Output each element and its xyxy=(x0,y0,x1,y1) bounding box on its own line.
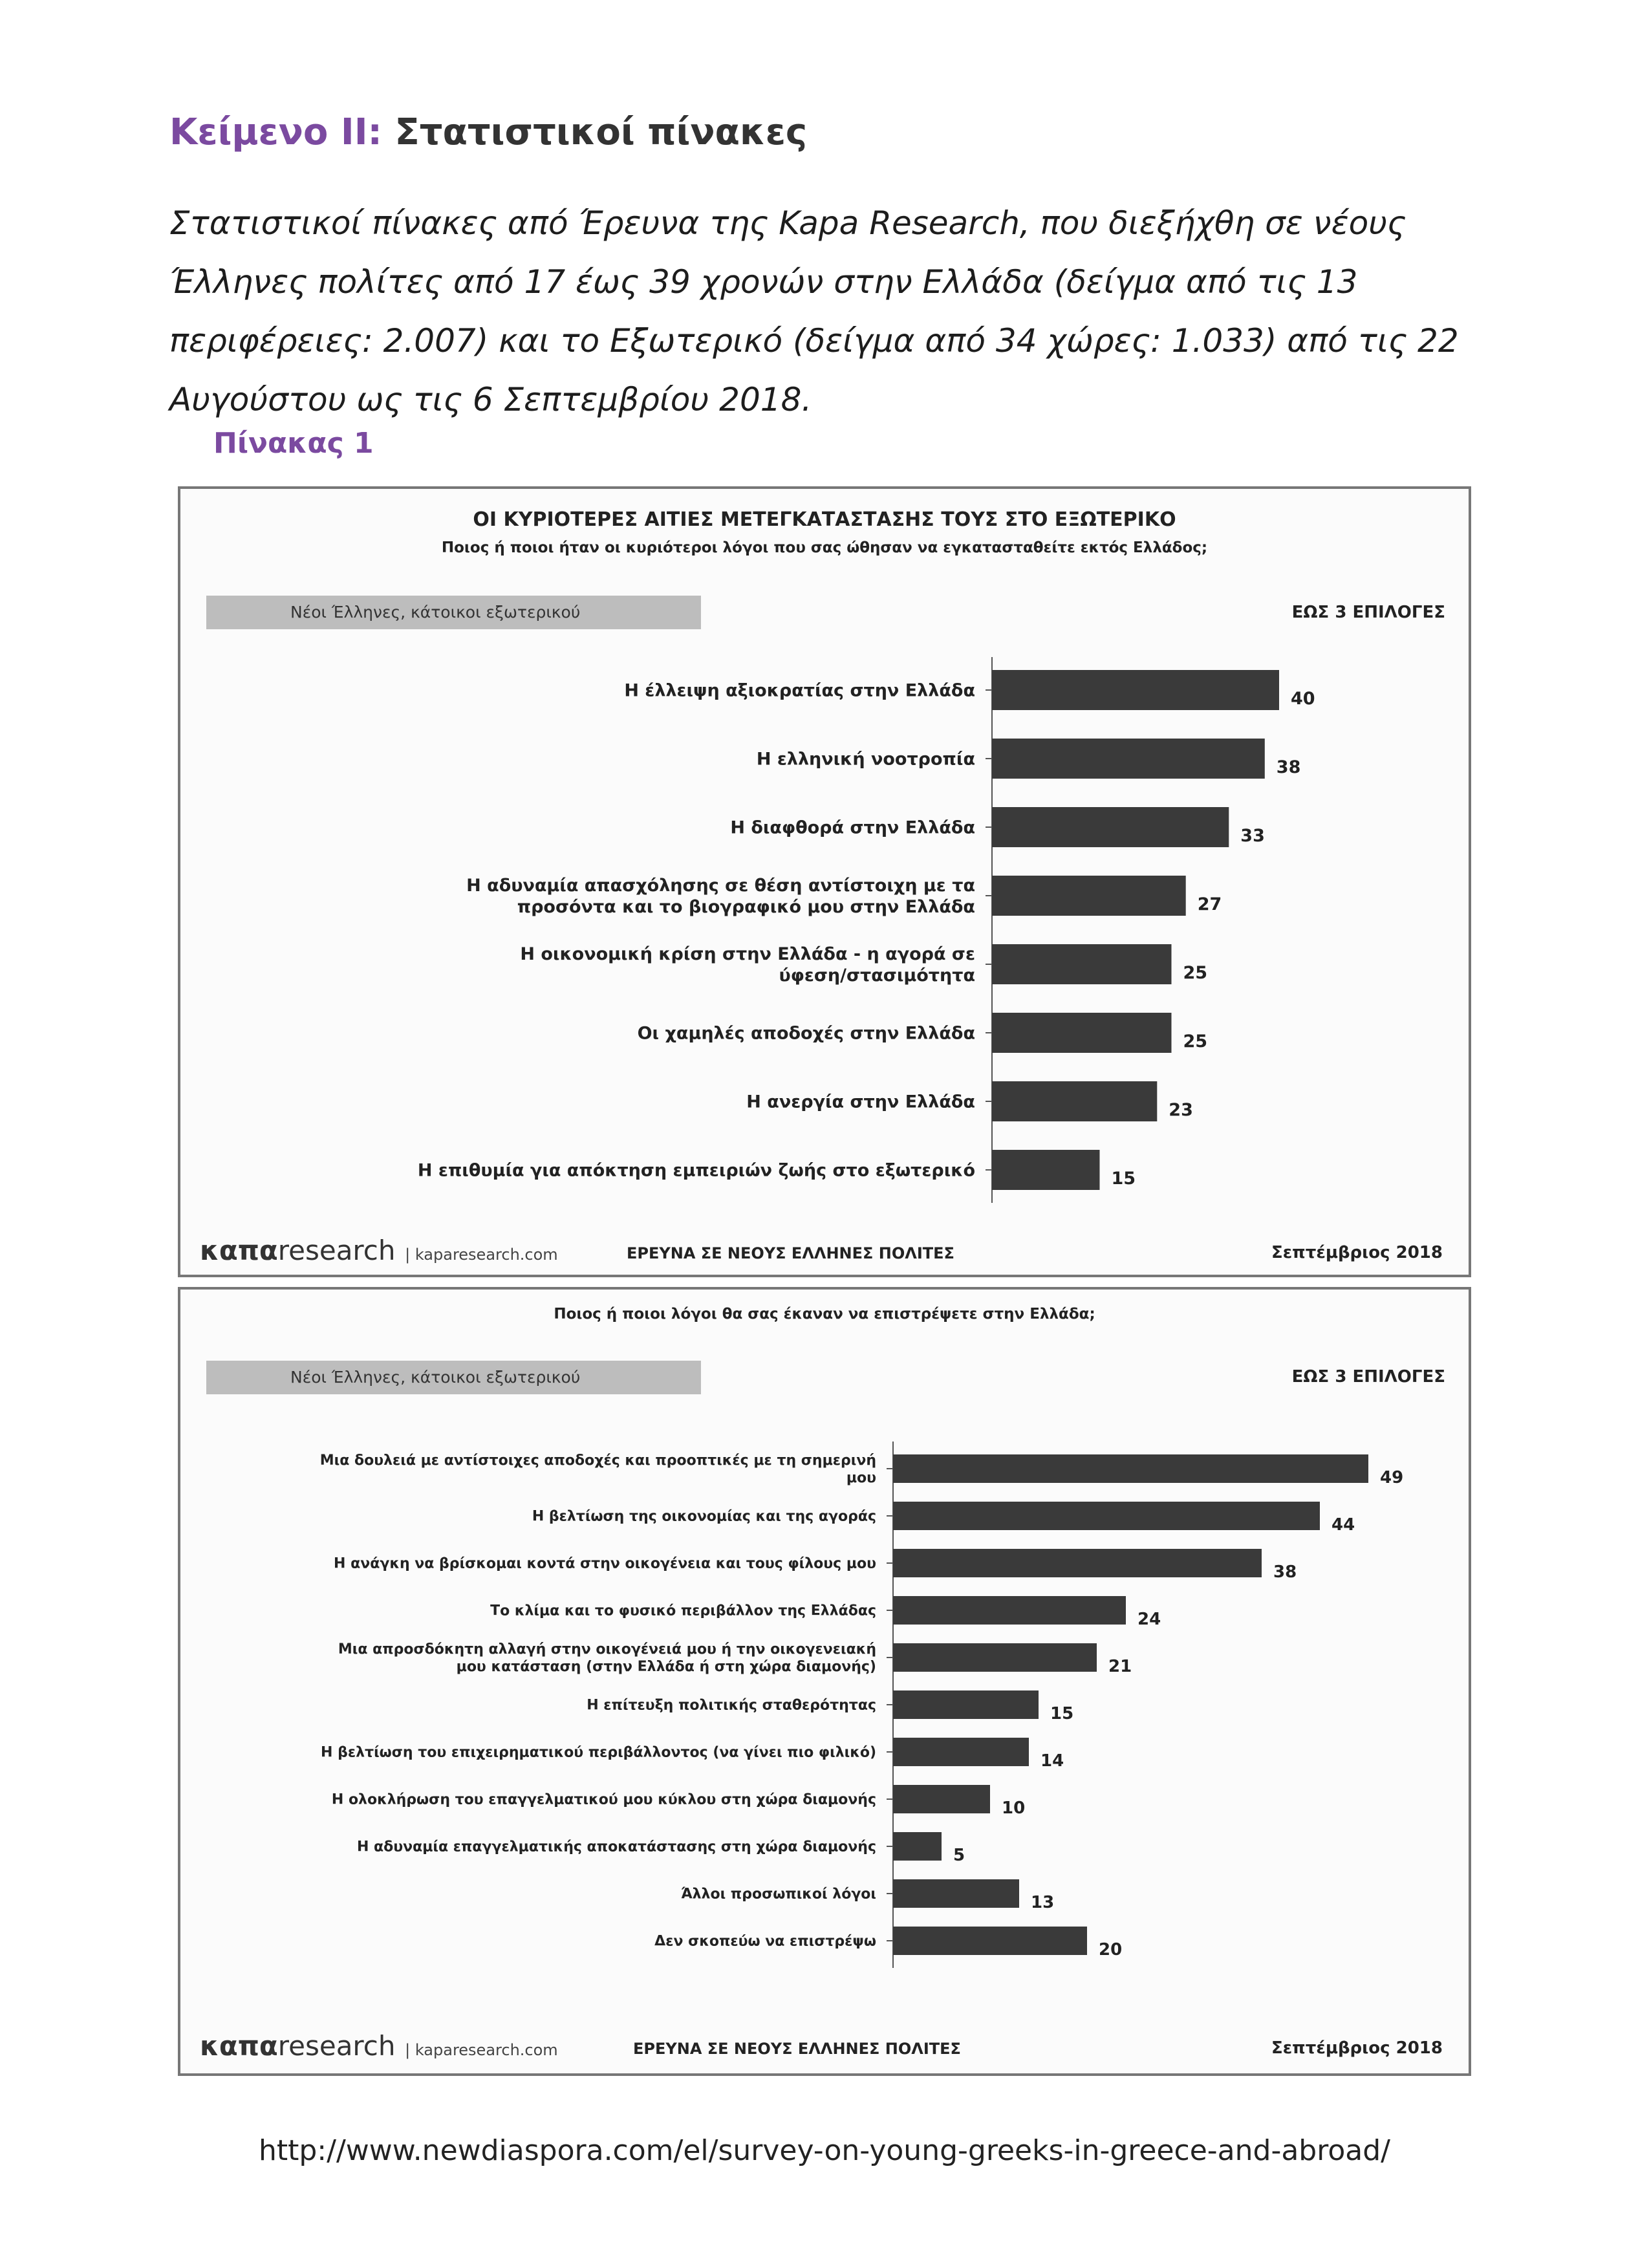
footer-date: Σεπτέμβριος 2018 xyxy=(1271,2038,1443,2058)
heading-rest: Στατιστικοί πίνακες xyxy=(382,111,808,153)
bar xyxy=(893,1690,1039,1719)
choices-label: ΕΩΣ 3 ΕΠΙΛΟΓΕΣ xyxy=(1291,603,1445,622)
bar xyxy=(992,807,1229,847)
bar xyxy=(893,1832,942,1861)
footer-date: Σεπτέμβριος 2018 xyxy=(1271,1243,1443,1262)
chart-svg xyxy=(180,1290,1469,2073)
table-label: Πίνακας 1 xyxy=(213,427,374,460)
category-label: Μια απροσδόκητη αλλαγή στην οικογένειά μου ή την οικογενειακή xyxy=(338,1641,876,1658)
category-label: Η βελτίωση του επιχειρηματικού περιβάλλοντος (να γίνει πιο φιλικό) xyxy=(321,1744,876,1761)
category-label: Η έλλειψη αξιοκρατίας στην Ελλάδα xyxy=(624,680,975,701)
logo-bold: καπα xyxy=(200,2030,278,2062)
data-label: 25 xyxy=(1183,963,1208,983)
category-label: Μια δουλειά με αντίστοιχες αποδοχές και προοπτικές με τη σημερινή xyxy=(319,1453,876,1469)
data-label: 21 xyxy=(1108,1657,1132,1676)
bar xyxy=(992,1081,1157,1121)
category-label: Δεν σκοπεύω να επιστρέψω xyxy=(654,1933,876,1950)
category-label: Η διαφθορά στην Ελλάδα xyxy=(730,817,975,838)
bar xyxy=(893,1785,990,1813)
data-label: 5 xyxy=(953,1846,965,1865)
data-label: 38 xyxy=(1276,757,1301,777)
category-label: Η ολοκλήρωση του επαγγελματικού μου κύκλου στη χώρα διαμονής xyxy=(331,1791,876,1808)
data-label: 13 xyxy=(1031,1893,1055,1912)
bar xyxy=(893,1643,1097,1672)
category-label: Η αδυναμία απασχόλησης σε θέση αντίστοιχη με τα xyxy=(466,875,975,896)
category-label: ύφεση/στασιμότητα xyxy=(779,965,975,986)
sample-tag: Νέοι Έλληνες, κάτοικοι εξωτερικού xyxy=(206,596,701,629)
data-label: 15 xyxy=(1111,1169,1136,1189)
heading-prefix: Κείμενο ΙΙ: xyxy=(169,111,382,153)
bar xyxy=(893,1549,1262,1577)
category-label: μου κατάσταση (στην Ελλάδα ή στη χώρα διαμονής) xyxy=(456,1659,876,1676)
bar xyxy=(893,1879,1019,1908)
data-label: 27 xyxy=(1197,894,1222,914)
sample-tag: Νέοι Έλληνες, κάτοικοι εξωτερικού xyxy=(206,1361,701,1394)
chart-panel-return-reasons xyxy=(178,1287,1471,2076)
data-label: 33 xyxy=(1240,826,1265,846)
logo-light: research xyxy=(277,1235,396,1266)
intro-paragraph: Στατιστικοί πίνακες από Έρευνα της Kapa Research, που διεξήχθη σε νέους Έλληνες πολίτες από 17 έως 39 χρονών στην Ελλάδα (δείγμα από τις 13 περιφέρειες: 2.007) και το Εξωτερικό (δείγμα από 34 χώρες: 1.033) από τις 22 Αυγούστου ως τις 6 Σεπτεμβρίου 2018. xyxy=(169,204,1459,418)
bar xyxy=(893,1596,1126,1625)
bar xyxy=(992,670,1279,710)
logo-light: research xyxy=(277,2030,396,2062)
bar xyxy=(992,1013,1172,1053)
chart-panel-emigration-reasons xyxy=(178,486,1471,1277)
data-label: 44 xyxy=(1331,1515,1355,1535)
bar xyxy=(893,1454,1368,1483)
data-label: 49 xyxy=(1380,1468,1404,1487)
data-label: 10 xyxy=(1002,1798,1026,1818)
category-label: Η ελληνική νοοτροπία xyxy=(756,749,975,770)
data-label: 38 xyxy=(1273,1562,1297,1582)
bar xyxy=(893,1502,1320,1530)
category-label: Η αδυναμία επαγγελματικής αποκατάστασης στη χώρα διαμονής xyxy=(356,1839,876,1855)
panel-subtitle: Ποιος ή ποιοι ήταν οι κυριότεροι λόγοι που σας ώθησαν να εγκατασταθείτε εκτός Ελλάδος; xyxy=(441,539,1208,556)
kapa-logo xyxy=(200,1235,558,1266)
data-label: 15 xyxy=(1050,1704,1074,1723)
bar xyxy=(992,944,1172,984)
source-url: http://www.newdiaspora.com/el/survey-on-young-greeks-in-greece-and-abroad/ xyxy=(258,2134,1390,2167)
category-label: Η επιθυμία για απόκτηση εμπειριών ζωής στο εξωτερικό xyxy=(417,1160,975,1181)
data-label: 24 xyxy=(1137,1610,1161,1629)
bar xyxy=(992,876,1186,916)
category-label: Η βελτίωση της οικονομίας και της αγοράς xyxy=(532,1508,876,1525)
data-label: 23 xyxy=(1169,1100,1193,1120)
logo-site: | kaparesearch.com xyxy=(405,1246,558,1264)
kapa-logo xyxy=(200,2030,558,2062)
category-label: Το κλίμα και το φυσικό περιβάλλον της Ελλάδας xyxy=(490,1603,876,1619)
data-label: 20 xyxy=(1099,1940,1123,1960)
page-heading xyxy=(169,111,807,153)
choices-label: ΕΩΣ 3 ΕΠΙΛΟΓΕΣ xyxy=(1291,1367,1445,1387)
category-label: Η ανάγκη να βρίσκομαι κοντά στην οικογένεια και τους φίλους μου xyxy=(334,1555,876,1572)
footer-survey: ΕΡΕΥΝΑ ΣΕ ΝΕΟΥΣ ΕΛΛΗΝΕΣ ΠΟΛΙΤΕΣ xyxy=(633,2040,961,2058)
data-label: 25 xyxy=(1183,1031,1208,1052)
category-label: Άλλοι προσωπικοί λόγοι xyxy=(681,1886,876,1903)
category-label: Η επίτευξη πολιτικής σταθερότητας xyxy=(587,1697,876,1714)
logo-site: | kaparesearch.com xyxy=(405,2041,558,2059)
panel-subtitle: Ποιος ή ποιοι λόγοι θα σας έκαναν να επιστρέψετε στην Ελλάδα; xyxy=(554,1306,1095,1323)
bar xyxy=(992,739,1265,779)
chart-svg xyxy=(180,489,1469,1275)
bar xyxy=(992,1150,1100,1190)
footer-survey: ΕΡΕΥΝΑ ΣΕ ΝΕΟΥΣ ΕΛΛΗΝΕΣ ΠΟΛΙΤΕΣ xyxy=(627,1244,954,1262)
bar xyxy=(893,1927,1087,1955)
data-label: 14 xyxy=(1040,1751,1064,1771)
panel-title: ΟΙ ΚΥΡΙΟΤΕΡΕΣ ΑΙΤΙΕΣ ΜΕΤΕΓΚΑΤΑΣΤΑΣΗΣ ΤΟΥΣ ΣΤΟ ΕΞΩΤΕΡΙΚΟ xyxy=(473,508,1176,531)
data-label: 40 xyxy=(1291,689,1315,709)
category-label: Η ανεργία στην Ελλάδα xyxy=(746,1092,975,1112)
category-label: Η οικονομική κρίση στην Ελλάδα - η αγορά σε xyxy=(520,944,975,964)
category-label: προσόντα και το βιογραφικό μου στην Ελλάδα xyxy=(517,896,975,917)
logo-bold: καπα xyxy=(200,1235,278,1266)
bar xyxy=(893,1738,1029,1766)
category-label: μου xyxy=(846,1470,876,1487)
category-label: Οι χαμηλές αποδοχές στην Ελλάδα xyxy=(637,1023,975,1044)
